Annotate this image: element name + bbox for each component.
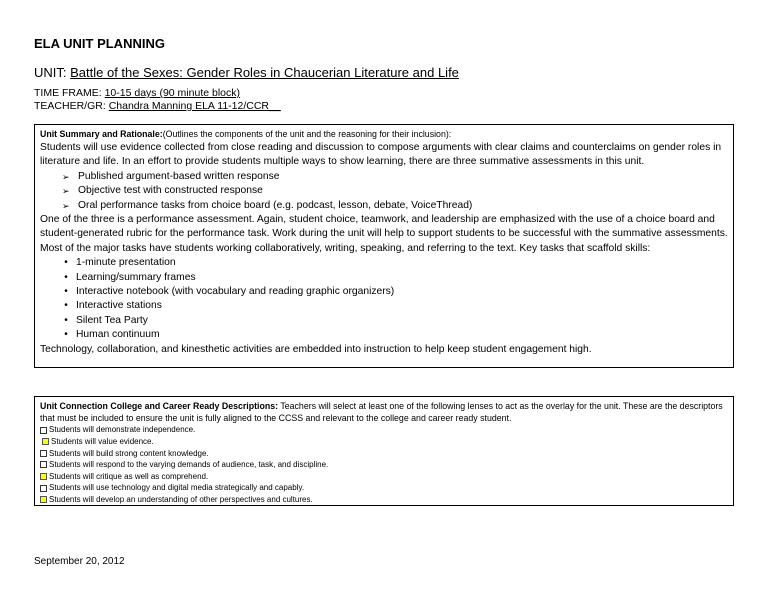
arrow-bullet-icon: ➢ — [62, 171, 70, 182]
checkbox-highlighted[interactable] — [40, 496, 47, 503]
checkbox-highlighted[interactable] — [42, 438, 49, 445]
ccr-option-row[interactable] — [40, 448, 728, 460]
assessment-item — [62, 184, 728, 198]
ccr-option-text: Students will build strong content knowledge. — [49, 448, 209, 458]
task-text: 1-minute presentation — [76, 257, 176, 269]
summary-middle: One of the three is a performance assessment. Again, student choice, teamwork, and leadership are emphasized with the use of a choice board and student-generated rubric for the performance task. Work during the unit will help to support students to be successful with the summative assessments. Most of the major tasks have students working collaboratively, writing, speaking, and referring to the text. Key tasks that scaffold skills: — [40, 214, 728, 254]
assessment-item — [62, 170, 728, 184]
ccr-option-row[interactable] — [40, 424, 728, 436]
time-frame-value: 10-15 days (90 minute block) — [104, 87, 240, 99]
task-text: Learning/summary frames — [76, 271, 196, 283]
ccr-option-text: Students will develop an understanding of other perspectives and cultures. — [49, 494, 313, 504]
arrow-bullet-icon: ➢ — [62, 200, 70, 211]
bullet-icon: • — [64, 300, 68, 312]
assessment-text: Published argument-based written response — [78, 170, 280, 182]
arrow-bullet-icon: ➢ — [62, 186, 70, 197]
ccr-option-text: Students will critique as well as comprehend. — [49, 471, 209, 481]
ccr-option-row[interactable] — [40, 494, 728, 506]
summary-label-line — [40, 128, 728, 140]
ccr-option-text: Students will demonstrate independence. — [49, 425, 196, 435]
footer-date: September 20, 2012 — [34, 556, 125, 567]
task-text: Silent Tea Party — [76, 314, 148, 326]
task-item — [56, 314, 728, 328]
ccr-option-row[interactable] — [40, 436, 728, 448]
task-item — [56, 256, 728, 270]
connection-intro — [40, 400, 728, 424]
bullet-icon: • — [64, 314, 68, 326]
ccr-option-row[interactable] — [40, 459, 728, 471]
unit-label: UNIT: — [34, 65, 71, 80]
checkbox[interactable] — [40, 450, 47, 457]
ccr-option-text: Students will value evidence. — [51, 437, 154, 446]
task-item — [56, 328, 728, 342]
page-title: ELA UNIT PLANNING — [34, 36, 165, 51]
unit-summary-box — [34, 124, 734, 368]
unit-value: Battle of the Sexes: Gender Roles in Chaucerian Literature and Life — [70, 65, 459, 80]
task-item — [56, 299, 728, 313]
ccr-option-text: Students will respond to the varying demands of audience, task, and discipline. — [49, 460, 329, 470]
checkbox[interactable] — [40, 485, 47, 492]
summary-label: Unit Summary and Rationale: — [40, 129, 163, 139]
bullet-icon: • — [64, 257, 68, 269]
checkbox[interactable] — [40, 427, 47, 434]
assessment-item — [62, 199, 728, 213]
bullet-icon: • — [64, 286, 68, 298]
assessment-text: Objective test with constructed response — [78, 185, 263, 197]
ccr-connection-box — [34, 396, 734, 506]
teacher-label: TEACHER/GR: — [34, 100, 109, 112]
time-frame-line — [34, 87, 240, 99]
ccr-option-row[interactable] — [40, 471, 728, 483]
task-item — [56, 271, 728, 285]
time-frame-label: TIME FRAME: — [34, 87, 105, 99]
bullet-icon: • — [64, 271, 68, 283]
summary-label-note: (Outlines the components of the unit and the reasoning for their inclusion): — [162, 129, 452, 139]
checkbox[interactable] — [40, 461, 47, 468]
bullet-icon: • — [64, 329, 68, 341]
task-item — [56, 285, 728, 299]
unit-line — [34, 65, 459, 80]
assessment-text: Oral performance tasks from choice board (e.g. podcast, lesson, debate, VoiceThread) — [78, 199, 473, 211]
summary-intro: Students will use evidence collected from close reading and discussion to compose arguments with clear claims and counterclaims on gender roles in literature and life. In an effort to provide students multiple ways to show learning, there are three summative assessments in this unit. — [40, 142, 722, 168]
ccr-option-row[interactable] — [40, 482, 728, 494]
connection-text: Teachers will select at least one of the following lenses to act as the overlay for the unit. These are the descriptors that must be included to ensure the unit is fully aligned to the CCSS and relevant to the college and career ready student. — [40, 401, 723, 424]
ccr-option-text: Students will use technology and digital media strategically and capably. — [49, 483, 305, 493]
task-text: Interactive notebook (with vocabulary and reading graphic organizers) — [76, 286, 395, 298]
task-text: Interactive stations — [76, 300, 162, 312]
teacher-line — [34, 100, 281, 112]
task-text: Human continuum — [76, 329, 160, 341]
checkbox-highlighted[interactable] — [40, 473, 47, 480]
summary-closing: Technology, collaboration, and kinesthetic activities are embedded into instruction to help keep student engagement high. — [40, 343, 592, 355]
connection-label: Unit Connection College and Career Ready Descriptions: — [40, 401, 279, 411]
teacher-value: Chandra Manning ELA 11-12/CCR__ — [108, 100, 281, 112]
